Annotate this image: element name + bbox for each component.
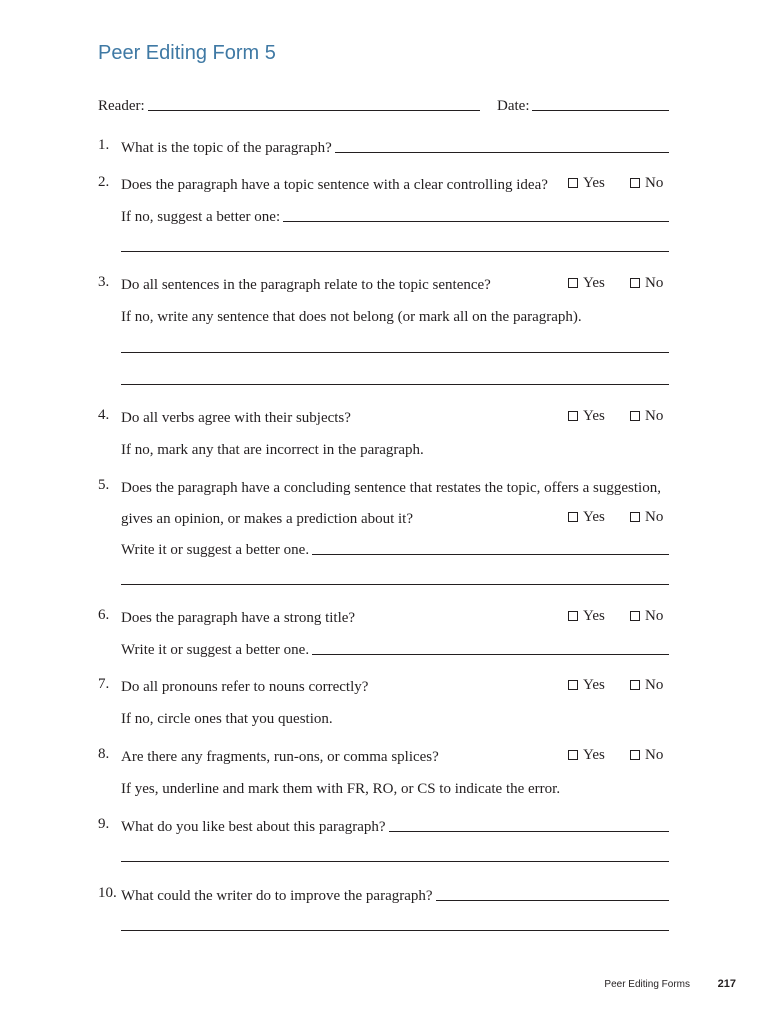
question-5 — [121, 475, 661, 497]
yes-label: Yes — [583, 174, 605, 191]
no-label: No — [645, 508, 664, 525]
question-4 — [121, 405, 351, 427]
question-6 — [121, 605, 355, 627]
answer-line[interactable] — [121, 352, 669, 353]
no-option[interactable] — [630, 744, 663, 766]
answer-line[interactable] — [121, 861, 669, 862]
yes-label: Yes — [583, 274, 605, 291]
answer-line[interactable] — [436, 900, 669, 901]
instruction-text: If no, suggest a better one: — [121, 209, 281, 225]
question-text: Do all verbs agree with their subjects? — [121, 410, 351, 426]
question-4-sub — [121, 437, 424, 459]
yes-option[interactable] — [568, 744, 605, 766]
no-checkbox[interactable] — [630, 178, 640, 188]
yes-option[interactable] — [568, 172, 605, 194]
question-9 — [121, 814, 669, 836]
question-7-sub — [121, 706, 333, 728]
question-1 — [121, 135, 669, 157]
question-text: What do you like best about this paragraph? — [121, 819, 386, 835]
instruction-text: Write it or suggest a better one. — [121, 642, 310, 658]
no-label: No — [645, 174, 664, 191]
no-label: No — [645, 746, 664, 763]
answer-line[interactable] — [283, 221, 669, 222]
yes-checkbox[interactable] — [568, 512, 578, 522]
date-label: Date: — [497, 98, 530, 114]
no-checkbox[interactable] — [630, 411, 640, 421]
no-label: No — [645, 676, 664, 693]
no-option[interactable] — [630, 605, 663, 627]
question-text: What is the topic of the paragraph? — [121, 140, 332, 156]
question-number: 2. — [98, 174, 110, 190]
yes-checkbox[interactable] — [568, 611, 578, 621]
yes-checkbox[interactable] — [568, 278, 578, 288]
question-number: 6. — [98, 607, 110, 623]
instruction-text: If no, mark any that are incorrect in the paragraph. — [121, 442, 424, 458]
answer-line[interactable] — [121, 584, 669, 585]
yes-checkbox[interactable] — [568, 411, 578, 421]
question-8-sub — [121, 776, 560, 798]
question-number: 4. — [98, 407, 110, 423]
page-number: 217 — [717, 978, 736, 990]
no-checkbox[interactable] — [630, 680, 640, 690]
no-option[interactable] — [630, 506, 663, 528]
instruction-text: Write it or suggest a better one. — [121, 542, 310, 558]
answer-line[interactable] — [312, 654, 669, 655]
no-option[interactable] — [630, 405, 663, 427]
question-text: Does the paragraph have a strong title? — [121, 610, 356, 626]
no-label: No — [645, 274, 664, 291]
yes-label: Yes — [583, 407, 605, 424]
yes-checkbox[interactable] — [568, 680, 578, 690]
question-number: 3. — [98, 274, 110, 290]
question-text: Does the paragraph have a concluding sentence that restates the topic, offers a suggestion, — [121, 480, 661, 496]
yes-option[interactable] — [568, 674, 605, 696]
yes-label: Yes — [583, 676, 605, 693]
no-checkbox[interactable] — [630, 278, 640, 288]
date-row — [497, 93, 669, 115]
question-text: Do all pronouns refer to nouns correctly? — [121, 679, 369, 695]
no-label: No — [645, 607, 664, 624]
answer-line[interactable] — [121, 930, 669, 931]
answer-line[interactable] — [121, 251, 669, 252]
yes-checkbox[interactable] — [568, 750, 578, 760]
question-5-sub — [121, 537, 669, 559]
answer-line[interactable] — [121, 384, 669, 385]
answer-line[interactable] — [389, 831, 669, 832]
question-number: 10. — [98, 885, 117, 901]
question-number: 8. — [98, 746, 110, 762]
question-number: 1. — [98, 137, 110, 153]
question-text: Are there any fragments, run-ons, or comma splices? — [121, 749, 439, 765]
yes-label: Yes — [583, 607, 605, 624]
question-8 — [121, 744, 439, 766]
question-text: gives an opinion, or makes a prediction about it? — [121, 511, 414, 527]
question-2 — [121, 172, 548, 194]
reader-label: Reader: — [98, 98, 145, 114]
yes-option[interactable] — [568, 272, 605, 294]
footer-section-label: Peer Editing Forms — [604, 979, 690, 990]
instruction-text: If no, write any sentence that does not belong (or mark all on the paragraph). — [121, 309, 582, 325]
yes-option[interactable] — [568, 605, 605, 627]
yes-option[interactable] — [568, 405, 605, 427]
no-checkbox[interactable] — [630, 750, 640, 760]
question-5-continued — [121, 506, 413, 528]
reader-row — [98, 93, 480, 115]
question-text: What could the writer do to improve the paragraph? — [121, 888, 433, 904]
question-6-sub — [121, 637, 669, 659]
question-text: Do all sentences in the paragraph relate to the topic sentence? — [121, 277, 491, 293]
answer-line[interactable] — [312, 554, 669, 555]
question-10 — [121, 883, 669, 905]
no-option[interactable] — [630, 272, 663, 294]
yes-option[interactable] — [568, 506, 605, 528]
instruction-text: If yes, underline and mark them with FR, RO, or CS to indicate the error. — [121, 781, 561, 797]
no-option[interactable] — [630, 172, 663, 194]
question-number: 9. — [98, 816, 110, 832]
no-option[interactable] — [630, 674, 663, 696]
page-title: Peer Editing Form 5 — [98, 42, 276, 64]
no-checkbox[interactable] — [630, 611, 640, 621]
yes-label: Yes — [583, 508, 605, 525]
question-3-sub — [121, 304, 582, 326]
question-number: 7. — [98, 676, 110, 692]
reader-field[interactable] — [148, 110, 480, 111]
question-number: 5. — [98, 477, 110, 493]
question-text: Does the paragraph have a topic sentence with a clear controlling idea? — [121, 177, 548, 193]
no-checkbox[interactable] — [630, 512, 640, 522]
date-field[interactable] — [532, 110, 669, 111]
yes-checkbox[interactable] — [568, 178, 578, 188]
question-7 — [121, 674, 368, 696]
answer-line[interactable] — [335, 152, 669, 153]
question-3 — [121, 272, 491, 294]
instruction-text: If no, circle ones that you question. — [121, 711, 333, 727]
no-label: No — [645, 407, 664, 424]
yes-label: Yes — [583, 746, 605, 763]
question-2-sub — [121, 204, 669, 226]
